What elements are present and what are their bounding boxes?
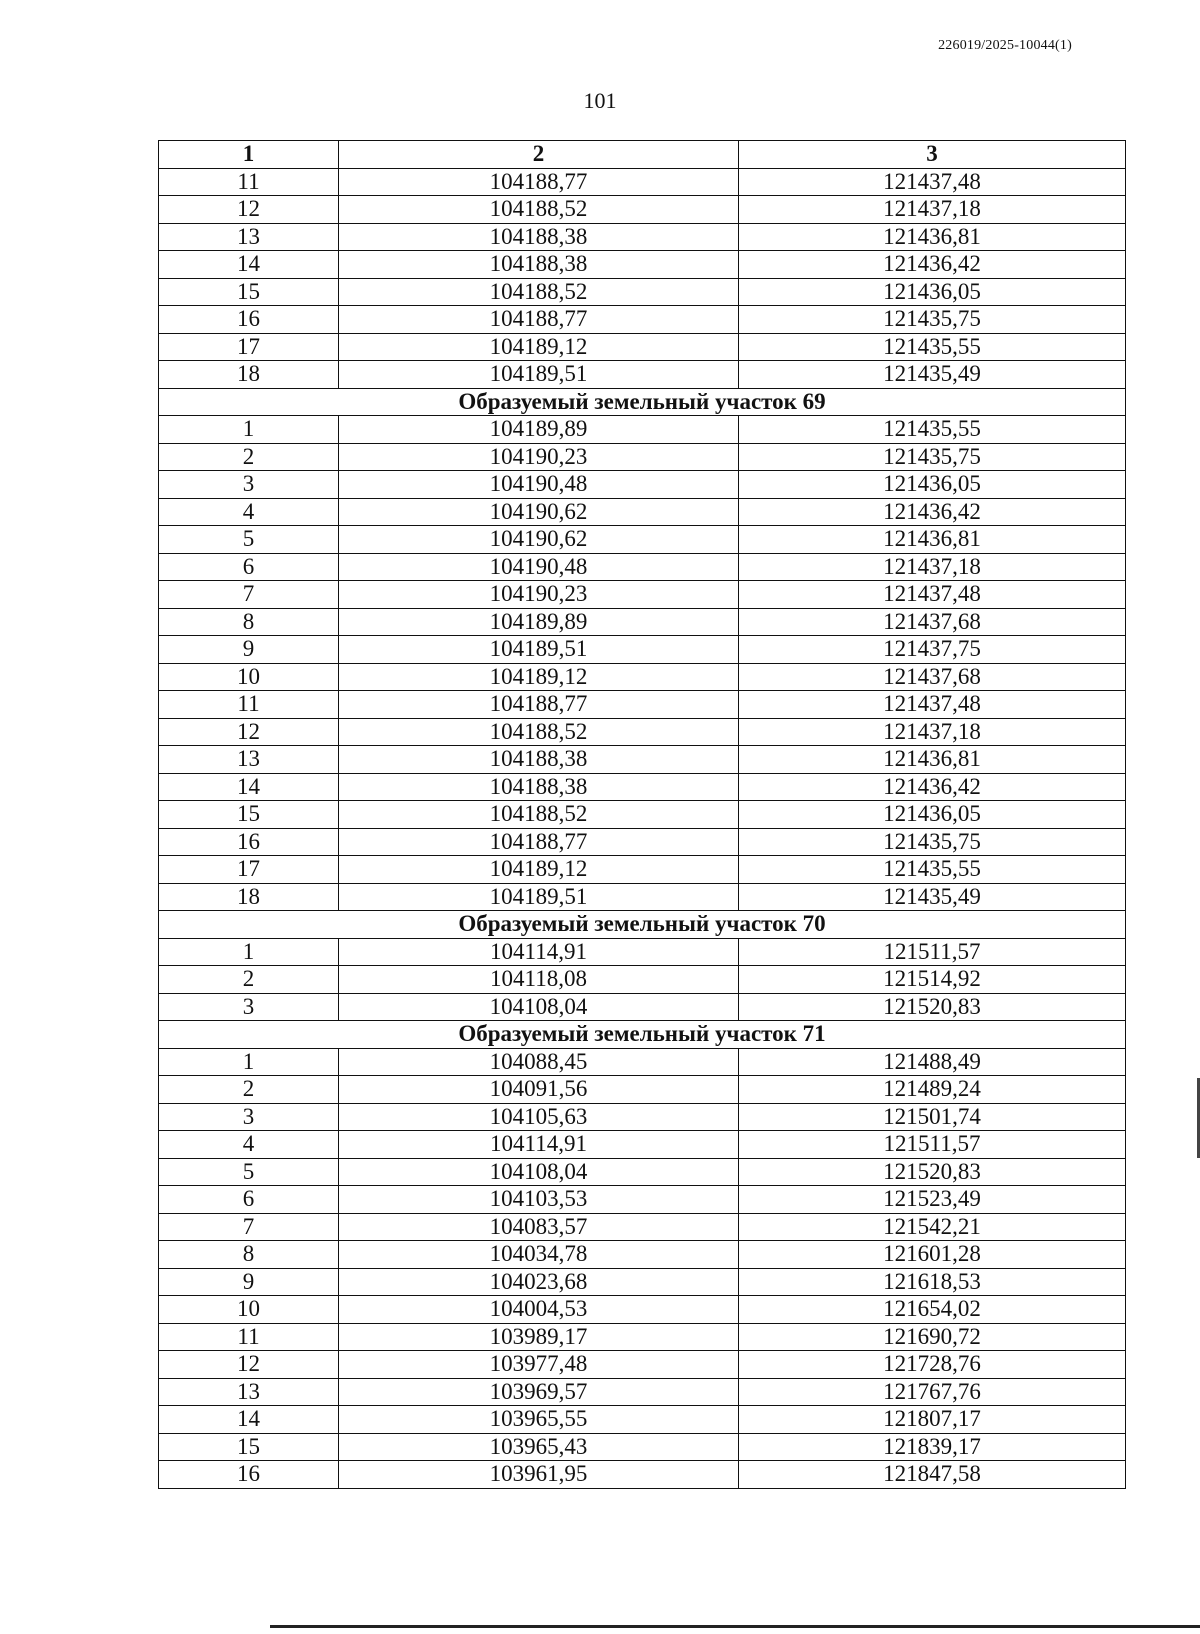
y-coordinate-cell: 121437,18 xyxy=(739,553,1126,581)
point-number-cell: 12 xyxy=(159,718,339,746)
table-row xyxy=(159,1186,1126,1214)
point-number-cell: 13 xyxy=(159,746,339,774)
section-title: Образуемый земельный участок 69 xyxy=(159,388,1126,416)
table-row xyxy=(159,168,1126,196)
x-coordinate-cell: 104188,38 xyxy=(339,746,739,774)
x-coordinate-cell: 104189,51 xyxy=(339,636,739,664)
coordinates-table xyxy=(158,140,1126,1489)
x-coordinate-cell: 104083,57 xyxy=(339,1213,739,1241)
x-coordinate-cell: 104188,38 xyxy=(339,773,739,801)
y-coordinate-cell: 121511,57 xyxy=(739,938,1126,966)
y-coordinate-cell: 121839,17 xyxy=(739,1433,1126,1461)
x-coordinate-cell: 104004,53 xyxy=(339,1296,739,1324)
x-coordinate-cell: 104189,12 xyxy=(339,856,739,884)
table-row xyxy=(159,223,1126,251)
x-coordinate-cell: 104189,51 xyxy=(339,883,739,911)
table-row xyxy=(159,746,1126,774)
table-row xyxy=(159,1461,1126,1489)
y-coordinate-cell: 121437,18 xyxy=(739,196,1126,224)
point-number-cell: 9 xyxy=(159,1268,339,1296)
table-row xyxy=(159,1158,1126,1186)
y-coordinate-cell: 121435,49 xyxy=(739,361,1126,389)
point-number-cell: 7 xyxy=(159,1213,339,1241)
x-coordinate-cell: 104188,52 xyxy=(339,196,739,224)
x-coordinate-cell: 104190,62 xyxy=(339,526,739,554)
y-coordinate-cell: 121437,18 xyxy=(739,718,1126,746)
x-coordinate-cell: 104188,77 xyxy=(339,168,739,196)
x-coordinate-cell: 104189,89 xyxy=(339,416,739,444)
section-row xyxy=(159,1021,1126,1049)
point-number-cell: 6 xyxy=(159,553,339,581)
table-row xyxy=(159,333,1126,361)
point-number-cell: 16 xyxy=(159,1461,339,1489)
y-coordinate-cell: 121520,83 xyxy=(739,993,1126,1021)
x-coordinate-cell: 103969,57 xyxy=(339,1378,739,1406)
y-coordinate-cell: 121437,68 xyxy=(739,663,1126,691)
table-row xyxy=(159,1296,1126,1324)
point-number-cell: 6 xyxy=(159,1186,339,1214)
point-number-cell: 18 xyxy=(159,883,339,911)
y-coordinate-cell: 121436,05 xyxy=(739,471,1126,499)
point-number-cell: 11 xyxy=(159,168,339,196)
x-coordinate-cell: 104108,04 xyxy=(339,993,739,1021)
x-coordinate-cell: 104023,68 xyxy=(339,1268,739,1296)
table-row xyxy=(159,1213,1126,1241)
table-row xyxy=(159,443,1126,471)
y-coordinate-cell: 121523,49 xyxy=(739,1186,1126,1214)
point-number-cell: 15 xyxy=(159,801,339,829)
y-coordinate-cell: 121436,42 xyxy=(739,498,1126,526)
y-coordinate-cell: 121437,48 xyxy=(739,168,1126,196)
table-row xyxy=(159,553,1126,581)
y-coordinate-cell: 121520,83 xyxy=(739,1158,1126,1186)
point-number-cell: 3 xyxy=(159,993,339,1021)
page-number: 101 xyxy=(583,88,617,113)
table-row xyxy=(159,1433,1126,1461)
point-number-cell: 5 xyxy=(159,1158,339,1186)
table-row xyxy=(159,691,1126,719)
table-row xyxy=(159,1076,1126,1104)
y-coordinate-cell: 121767,76 xyxy=(739,1378,1126,1406)
table-body xyxy=(159,168,1126,1488)
point-number-cell: 3 xyxy=(159,1103,339,1131)
y-coordinate-cell: 121436,05 xyxy=(739,278,1126,306)
x-coordinate-cell: 104103,53 xyxy=(339,1186,739,1214)
point-number-cell: 1 xyxy=(159,1048,339,1076)
table-row xyxy=(159,196,1126,224)
point-number-cell: 10 xyxy=(159,1296,339,1324)
y-coordinate-cell: 121488,49 xyxy=(739,1048,1126,1076)
x-coordinate-cell: 103965,55 xyxy=(339,1406,739,1434)
table-row xyxy=(159,498,1126,526)
x-coordinate-cell: 104118,08 xyxy=(339,966,739,994)
y-coordinate-cell: 121436,42 xyxy=(739,773,1126,801)
x-coordinate-cell: 104189,51 xyxy=(339,361,739,389)
table-row xyxy=(159,1351,1126,1379)
y-coordinate-cell: 121437,75 xyxy=(739,636,1126,664)
table-row xyxy=(159,718,1126,746)
table-row xyxy=(159,966,1126,994)
y-coordinate-cell: 121435,55 xyxy=(739,416,1126,444)
y-coordinate-cell: 121435,75 xyxy=(739,306,1126,334)
y-coordinate-cell: 121436,42 xyxy=(739,251,1126,279)
table-row xyxy=(159,1268,1126,1296)
x-coordinate-cell: 104188,52 xyxy=(339,718,739,746)
header-row xyxy=(159,141,1126,169)
table-row xyxy=(159,471,1126,499)
table-row xyxy=(159,361,1126,389)
x-coordinate-cell: 104091,56 xyxy=(339,1076,739,1104)
point-number-cell: 18 xyxy=(159,361,339,389)
x-coordinate-cell: 104188,77 xyxy=(339,828,739,856)
table-row xyxy=(159,1131,1126,1159)
x-coordinate-cell: 104189,89 xyxy=(339,608,739,636)
x-coordinate-cell: 104188,52 xyxy=(339,801,739,829)
column-header-x: 2 xyxy=(339,141,739,169)
x-coordinate-cell: 103961,95 xyxy=(339,1461,739,1489)
y-coordinate-cell: 121601,28 xyxy=(739,1241,1126,1269)
table-row xyxy=(159,856,1126,884)
point-number-cell: 10 xyxy=(159,663,339,691)
y-coordinate-cell: 121437,48 xyxy=(739,581,1126,609)
x-coordinate-cell: 104190,23 xyxy=(339,443,739,471)
table-row xyxy=(159,883,1126,911)
y-coordinate-cell: 121728,76 xyxy=(739,1351,1126,1379)
x-coordinate-cell: 103965,43 xyxy=(339,1433,739,1461)
y-coordinate-cell: 121436,81 xyxy=(739,223,1126,251)
y-coordinate-cell: 121435,75 xyxy=(739,828,1126,856)
section-title: Образуемый земельный участок 70 xyxy=(159,911,1126,939)
x-coordinate-cell: 104189,12 xyxy=(339,663,739,691)
point-number-cell: 7 xyxy=(159,581,339,609)
point-number-cell: 2 xyxy=(159,443,339,471)
y-coordinate-cell: 121489,24 xyxy=(739,1076,1126,1104)
point-number-cell: 16 xyxy=(159,828,339,856)
table-row xyxy=(159,1103,1126,1131)
table-row xyxy=(159,251,1126,279)
table-row xyxy=(159,828,1126,856)
table-row xyxy=(159,773,1126,801)
table-header xyxy=(159,141,1126,169)
y-coordinate-cell: 121435,55 xyxy=(739,856,1126,884)
y-coordinate-cell: 121847,58 xyxy=(739,1461,1126,1489)
table-row xyxy=(159,608,1126,636)
point-number-cell: 11 xyxy=(159,1323,339,1351)
point-number-cell: 14 xyxy=(159,251,339,279)
y-coordinate-cell: 121618,53 xyxy=(739,1268,1126,1296)
table-row xyxy=(159,993,1126,1021)
x-coordinate-cell: 104114,91 xyxy=(339,938,739,966)
x-coordinate-cell: 104190,48 xyxy=(339,553,739,581)
point-number-cell: 2 xyxy=(159,1076,339,1104)
point-number-cell: 9 xyxy=(159,636,339,664)
x-coordinate-cell: 104105,63 xyxy=(339,1103,739,1131)
y-coordinate-cell: 121437,68 xyxy=(739,608,1126,636)
point-number-cell: 8 xyxy=(159,1241,339,1269)
point-number-cell: 13 xyxy=(159,1378,339,1406)
point-number-cell: 4 xyxy=(159,498,339,526)
x-coordinate-cell: 104034,78 xyxy=(339,1241,739,1269)
point-number-cell: 1 xyxy=(159,938,339,966)
x-coordinate-cell: 104188,77 xyxy=(339,691,739,719)
point-number-cell: 14 xyxy=(159,773,339,801)
point-number-cell: 8 xyxy=(159,608,339,636)
scan-border-line xyxy=(270,1625,1200,1628)
point-number-cell: 15 xyxy=(159,1433,339,1461)
y-coordinate-cell: 121435,75 xyxy=(739,443,1126,471)
table-row xyxy=(159,938,1126,966)
y-coordinate-cell: 121807,17 xyxy=(739,1406,1126,1434)
y-coordinate-cell: 121690,72 xyxy=(739,1323,1126,1351)
y-coordinate-cell: 121437,48 xyxy=(739,691,1126,719)
point-number-cell: 17 xyxy=(159,333,339,361)
x-coordinate-cell: 104188,77 xyxy=(339,306,739,334)
table-row xyxy=(159,278,1126,306)
x-coordinate-cell: 104188,38 xyxy=(339,223,739,251)
table-row xyxy=(159,581,1126,609)
table-row xyxy=(159,306,1126,334)
table-row xyxy=(159,636,1126,664)
document-id: 226019/2025-10044(1) xyxy=(938,38,1072,53)
point-number-cell: 3 xyxy=(159,471,339,499)
section-row xyxy=(159,388,1126,416)
y-coordinate-cell: 121436,05 xyxy=(739,801,1126,829)
table-row xyxy=(159,416,1126,444)
y-coordinate-cell: 121542,21 xyxy=(739,1213,1126,1241)
point-number-cell: 12 xyxy=(159,196,339,224)
section-row xyxy=(159,911,1126,939)
point-number-cell: 4 xyxy=(159,1131,339,1159)
column-header-number: 1 xyxy=(159,141,339,169)
y-coordinate-cell: 121436,81 xyxy=(739,746,1126,774)
x-coordinate-cell: 104189,12 xyxy=(339,333,739,361)
point-number-cell: 11 xyxy=(159,691,339,719)
x-coordinate-cell: 104114,91 xyxy=(339,1131,739,1159)
x-coordinate-cell: 104088,45 xyxy=(339,1048,739,1076)
point-number-cell: 16 xyxy=(159,306,339,334)
x-coordinate-cell: 104190,62 xyxy=(339,498,739,526)
y-coordinate-cell: 121511,57 xyxy=(739,1131,1126,1159)
point-number-cell: 17 xyxy=(159,856,339,884)
column-header-y: 3 xyxy=(739,141,1126,169)
table-row xyxy=(159,1406,1126,1434)
x-coordinate-cell: 104108,04 xyxy=(339,1158,739,1186)
table-row xyxy=(159,526,1126,554)
point-number-cell: 13 xyxy=(159,223,339,251)
y-coordinate-cell: 121435,49 xyxy=(739,883,1126,911)
section-title: Образуемый земельный участок 71 xyxy=(159,1021,1126,1049)
x-coordinate-cell: 104188,52 xyxy=(339,278,739,306)
x-coordinate-cell: 103989,17 xyxy=(339,1323,739,1351)
table-row xyxy=(159,663,1126,691)
table-row xyxy=(159,1241,1126,1269)
y-coordinate-cell: 121654,02 xyxy=(739,1296,1126,1324)
point-number-cell: 2 xyxy=(159,966,339,994)
y-coordinate-cell: 121514,92 xyxy=(739,966,1126,994)
point-number-cell: 12 xyxy=(159,1351,339,1379)
y-coordinate-cell: 121435,55 xyxy=(739,333,1126,361)
table-row xyxy=(159,1378,1126,1406)
point-number-cell: 5 xyxy=(159,526,339,554)
point-number-cell: 1 xyxy=(159,416,339,444)
x-coordinate-cell: 104190,23 xyxy=(339,581,739,609)
table-row xyxy=(159,801,1126,829)
table-row xyxy=(159,1323,1126,1351)
x-coordinate-cell: 103977,48 xyxy=(339,1351,739,1379)
x-coordinate-cell: 104188,38 xyxy=(339,251,739,279)
point-number-cell: 15 xyxy=(159,278,339,306)
y-coordinate-cell: 121436,81 xyxy=(739,526,1126,554)
y-coordinate-cell: 121501,74 xyxy=(739,1103,1126,1131)
x-coordinate-cell: 104190,48 xyxy=(339,471,739,499)
table-row xyxy=(159,1048,1126,1076)
point-number-cell: 14 xyxy=(159,1406,339,1434)
